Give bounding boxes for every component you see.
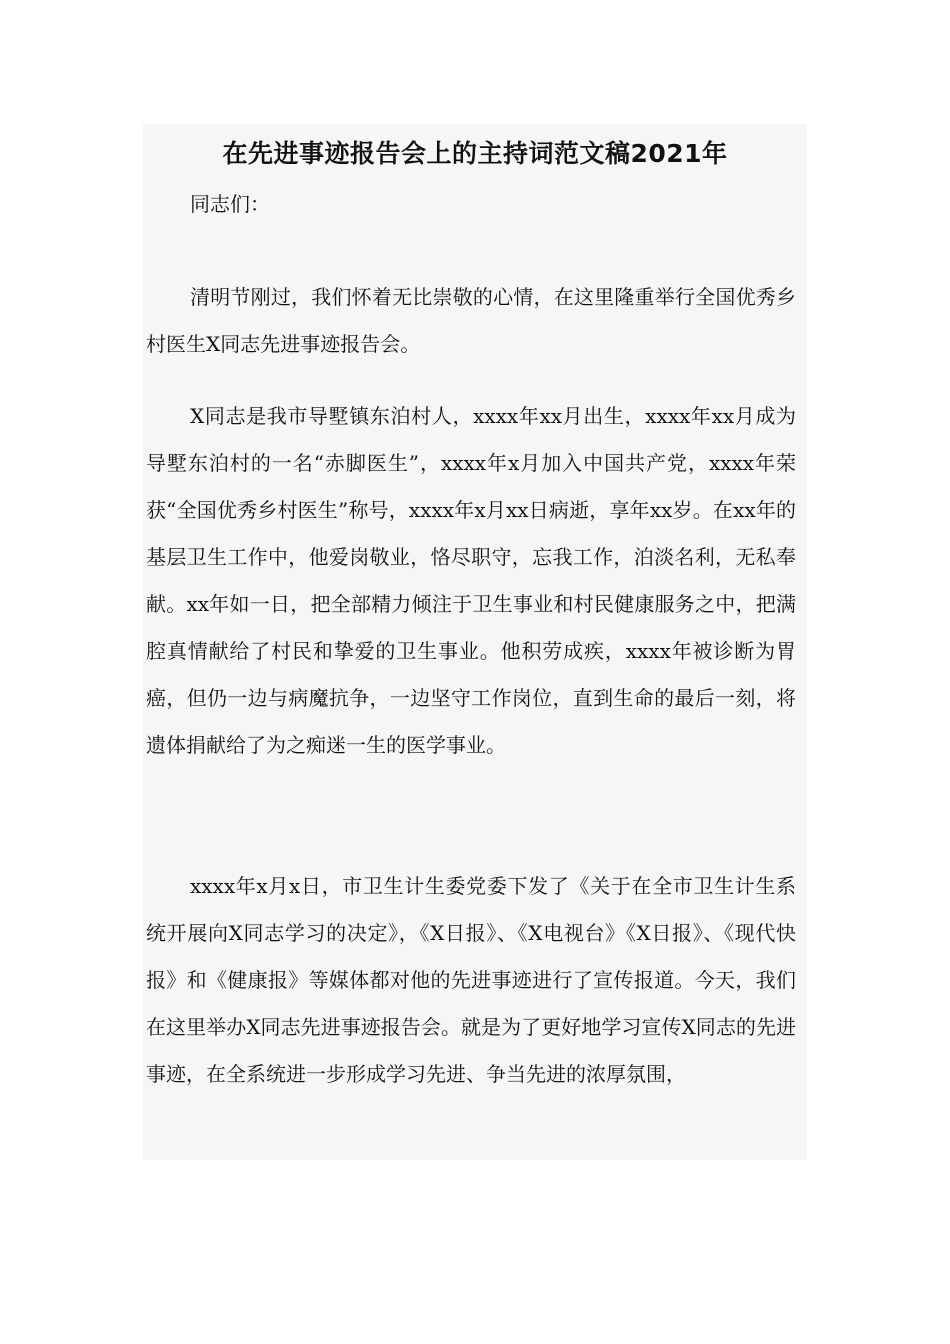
salutation: 同志们：: [190, 192, 270, 216]
document-title: 在先进事迹报告会上的主持词范文稿2021年: [222, 139, 728, 168]
paragraph-1: 清明节刚过，我们怀着无比崇敬的心情，在这里隆重举行全国优秀乡村医生X同志先进事迹报告会。: [146, 285, 796, 356]
paragraph-2: X同志是我市导墅镇东泊村人，xxxx年xx月出生，xxxx年xx月成为导墅东泊村的一名“赤脚医生”，xxxx年x月加入中国共产党，xxxx年荣获“全国优秀乡村医生”称号，xxxx年x月xx日病逝，享年xx岁。在xx年的基层卫生工作中，他爱岗敬业，恪尽职守，忘我工作，泊淡名利，无私奉献。xx年如一日，把全部精力倾注于卫生事业和村民健康服务之中，把满腔真情献给了村民和挚爱的卫生事业。他积劳成疾，xxxx年被诊断为胃癌，但仍一边与病魔抗争，一边坚守工作岗位，直到生命的最后一刻，将遗体捐献给了为之痴迷一生的医学事业。: [146, 404, 796, 757]
paragraph-3: xxxx年x月x日，市卫生计生委党委下发了《关于在全市卫生计生系统开展向X同志学习的决定》，《X日报》、《X电视台》《X日报》、《现代快报》和《健康报》等媒体都对他的先进事迹进行了宣传报道。今天，我们在这里举办X同志先进事迹报告会。就是为了更好地学习宣传X同志的先进事迹，在全系统进一步形成学习先进、争当先进的浓厚氛围，: [146, 874, 796, 1086]
